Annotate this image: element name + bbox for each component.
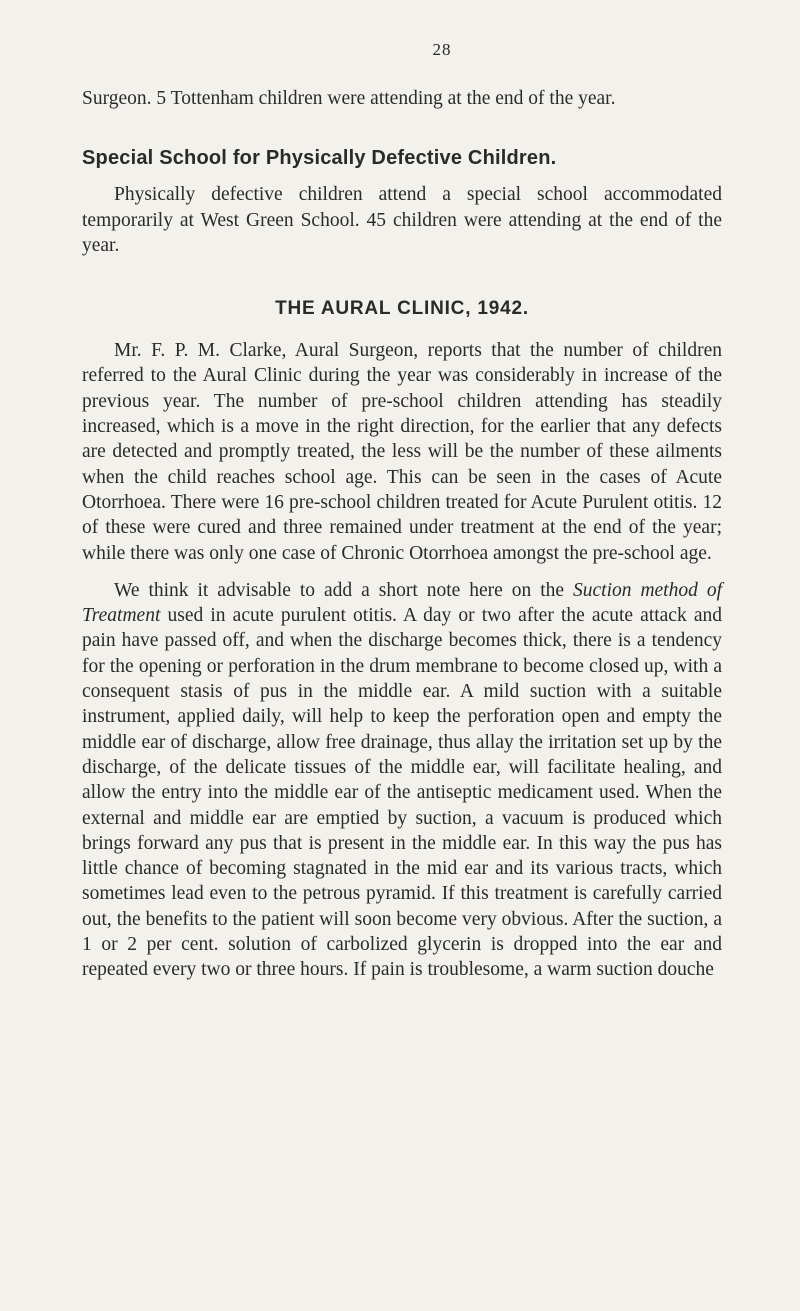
- paragraph-2-text-end: used in acute purulent otitis. A day or two after the acute attack and pain have passed off, and when the discharge becomes thick, there is a tendency for the opening or perforation in the drum membrane to become closed up, with a consequent stasis of pus in the middle ear. A mild suction with a suitable instrument, applied daily, will help to keep the perforation open and empty the middle ear of discharge, allow free drainage, thus allay the irritation set up by the discharge, of the delicate tissues of the middle ear, will facilitate healing, and allow the entry into the middle ear of the antiseptic medicament used. When the external and middle ear are emptied by suction, a vacuum is produced which brings forward any pus that is present in the middle ear. In this way the pus has little chance of becoming stagnated in the mid ear and its various tracts, which sometimes lead even to the petrous pyramid. If this treatment is carefully carried out, the benefits to the patient will soon become very obvious. After the suction, a 1 or 2 per cent. solution of carbolized glycerin is dropped into the ear and repeated every two or three hours. If pain is troublesome, a warm suction douche: [82, 605, 722, 981]
- document-page: [82, 40, 722, 983]
- aural-clinic-paragraph-2: [82, 578, 722, 983]
- page-number: 28: [432, 40, 452, 59]
- continuation-paragraph: Surgeon. 5 Tottenham children were attending at the end of the year.: [82, 88, 616, 109]
- aural-clinic-paragraph-1: Mr. F. P. M. Clarke, Aural Surgeon, reports that the number of children referred to the Aural Clinic during the year was considerably in increase of the previous year. The number of pre-school children attending has steadily increased, which is a move in the right direction, for the earlier that any defects are detected and promptly treated, the less will be the number of these ailments when the child reaches school age. This can be seen in the cases of Acute Otorrhoea. There were 16 pre-school children treated for Acute Purulent otitis. 12 of these were cured and three remained under treatment at the end of the year; while there was only one case of Chronic Otorrhoea amongst the pre-school age.: [82, 340, 722, 564]
- aural-clinic-section: [82, 298, 722, 982]
- special-school-heading: Special School for Physically Defective Children.: [82, 147, 557, 170]
- paragraph-2-text-start: We think it advisable to add a short note here on the: [114, 579, 573, 601]
- special-school-paragraph: Physically defective children attend a special school accommodated temporarily at West Green School. 45 children were attending at the end of the year.: [82, 184, 722, 256]
- aural-clinic-heading: THE AURAL CLINIC, 1942.: [275, 298, 529, 320]
- special-school-section: [82, 147, 722, 258]
- suction-method-italic: Suction method of Treatment: [82, 579, 722, 627]
